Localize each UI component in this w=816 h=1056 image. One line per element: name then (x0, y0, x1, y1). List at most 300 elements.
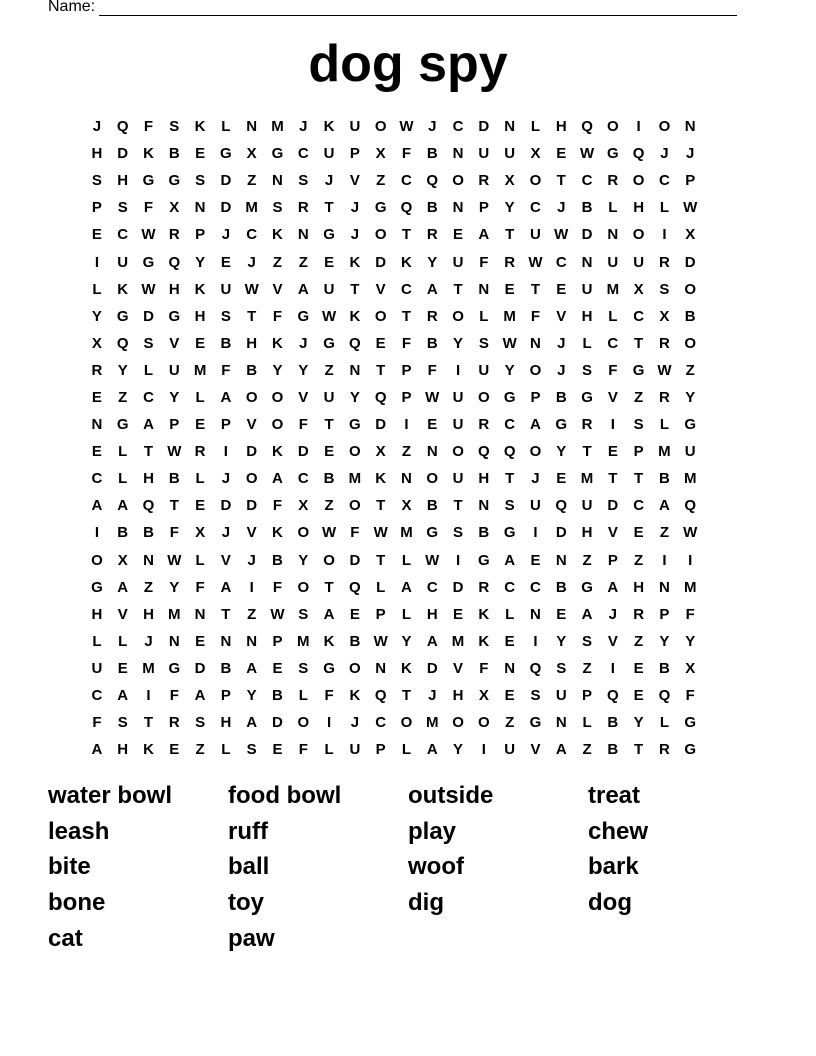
grid-letter[interactable]: B (143, 524, 154, 542)
grid-letter[interactable]: P (401, 361, 412, 379)
grid-letter[interactable]: C (530, 199, 541, 217)
grid-letter[interactable]: T (582, 443, 592, 461)
grid-letter[interactable]: A (220, 388, 232, 406)
grid-letter[interactable]: G (168, 172, 181, 190)
grid-letter[interactable]: C (607, 334, 619, 352)
grid-letter[interactable]: A (581, 605, 593, 623)
grid-letter[interactable]: K (143, 741, 154, 759)
grid-letter[interactable]: Q (374, 687, 387, 705)
grid-letter[interactable]: R (478, 172, 490, 190)
grid-letter[interactable]: N (555, 714, 567, 732)
grid-letter[interactable]: F (401, 145, 412, 163)
grid-letter[interactable]: Y (453, 741, 464, 759)
grid-letter[interactable]: P (582, 687, 593, 705)
grid-letter[interactable]: N (246, 118, 258, 136)
grid-letter[interactable]: B (607, 741, 619, 759)
grid-letter[interactable]: L (659, 199, 670, 217)
grid-letter[interactable]: Y (659, 632, 670, 650)
grid-letter[interactable]: B (659, 659, 670, 677)
grid-letter[interactable]: N (143, 551, 154, 569)
grid-letter[interactable]: J (686, 145, 695, 163)
grid-letter[interactable]: S (530, 687, 541, 705)
grid-letter[interactable]: G (323, 334, 335, 352)
grid-letter[interactable]: X (685, 659, 696, 677)
grid-letter[interactable]: I (94, 253, 99, 271)
grid-letter[interactable]: P (169, 416, 180, 434)
grid-letter[interactable]: G (684, 416, 697, 434)
grid-letter[interactable]: J (247, 253, 256, 271)
grid-letter[interactable]: F (143, 118, 154, 136)
grid-letter[interactable]: N (401, 470, 412, 488)
grid-letter[interactable]: U (117, 253, 129, 271)
grid-letter[interactable]: R (581, 416, 593, 434)
grid-letter[interactable]: Z (582, 551, 592, 569)
grid-letter[interactable]: E (633, 659, 644, 677)
grid-letter[interactable]: Y (453, 334, 464, 352)
grid-letter[interactable]: C (555, 253, 567, 271)
grid-letter[interactable]: I (404, 416, 409, 434)
grid-letter[interactable]: H (143, 605, 154, 623)
grid-letter[interactable]: C (91, 470, 103, 488)
grid-letter[interactable]: Z (659, 524, 670, 542)
grid-letter[interactable]: G (684, 741, 697, 759)
grid-letter[interactable]: D (684, 253, 696, 271)
grid-letter[interactable]: H (117, 172, 129, 190)
grid-letter[interactable]: M (297, 632, 310, 650)
grid-letter[interactable]: A (478, 226, 490, 244)
grid-letter[interactable]: L (118, 632, 128, 650)
grid-letter[interactable]: R (659, 334, 670, 352)
grid-letter[interactable]: B (555, 578, 567, 596)
grid-letter[interactable]: E (91, 443, 102, 461)
grid-letter[interactable]: R (659, 253, 670, 271)
grid-letter[interactable]: Q (632, 145, 645, 163)
grid-letter[interactable]: Z (247, 605, 257, 623)
grid-letter[interactable]: B (168, 470, 180, 488)
grid-letter[interactable]: S (195, 172, 206, 190)
grid-letter[interactable]: O (297, 714, 310, 732)
grid-letter[interactable]: D (143, 307, 154, 325)
grid-letter[interactable]: C (246, 226, 258, 244)
grid-letter[interactable]: O (374, 118, 387, 136)
grid-letter[interactable]: C (504, 416, 516, 434)
grid-letter[interactable]: F (272, 497, 283, 515)
grid-letter[interactable]: G (684, 714, 697, 732)
grid-letter[interactable]: P (659, 605, 670, 623)
grid-letter[interactable]: L (479, 307, 489, 325)
grid-letter[interactable]: O (245, 470, 258, 488)
grid-letter[interactable]: G (426, 524, 439, 542)
grid-letter[interactable]: J (557, 361, 566, 379)
grid-letter[interactable]: M (683, 470, 697, 488)
grid-letter[interactable]: E (504, 280, 515, 298)
grid-letter[interactable]: G (297, 307, 310, 325)
grid-letter[interactable]: F (530, 307, 541, 325)
grid-letter[interactable]: C (633, 497, 645, 515)
grid-letter[interactable]: R (478, 578, 490, 596)
grid-letter[interactable]: F (272, 307, 283, 325)
grid-letter[interactable]: C (143, 388, 154, 406)
grid-letter[interactable]: L (118, 470, 128, 488)
grid-letter[interactable]: N (452, 199, 464, 217)
grid-letter[interactable]: S (582, 361, 593, 379)
grid-letter[interactable]: X (246, 145, 257, 163)
grid-letter[interactable]: J (299, 334, 308, 352)
grid-letter[interactable]: K (272, 524, 283, 542)
grid-letter[interactable]: H (91, 145, 103, 163)
grid-letter[interactable]: X (169, 199, 180, 217)
grid-letter[interactable]: D (220, 199, 232, 217)
grid-letter[interactable]: G (555, 416, 568, 434)
grid-letter[interactable]: U (633, 253, 645, 271)
grid-letter[interactable]: S (220, 307, 231, 325)
grid-letter[interactable]: O (452, 443, 464, 461)
grid-letter[interactable]: H (246, 334, 258, 352)
grid-letter[interactable]: U (91, 659, 103, 677)
grid-letter[interactable]: S (504, 497, 515, 515)
grid-letter[interactable]: L (92, 280, 102, 298)
grid-letter[interactable]: I (610, 659, 615, 677)
grid-letter[interactable]: C (297, 145, 309, 163)
grid-letter[interactable]: E (633, 687, 644, 705)
grid-letter[interactable]: Z (582, 659, 592, 677)
grid-letter[interactable]: N (530, 605, 541, 623)
grid-letter[interactable]: X (659, 307, 670, 325)
grid-letter[interactable]: N (478, 280, 490, 298)
grid-letter[interactable]: K (401, 659, 412, 677)
grid-letter[interactable]: E (349, 605, 360, 623)
grid-letter[interactable]: Y (504, 361, 515, 379)
grid-letter[interactable]: V (607, 632, 618, 650)
grid-letter[interactable]: A (117, 687, 129, 705)
grid-letter[interactable]: X (298, 497, 309, 515)
grid-letter[interactable]: A (426, 280, 438, 298)
grid-letter[interactable]: Z (195, 741, 205, 759)
grid-letter[interactable]: U (349, 118, 361, 136)
grid-letter[interactable]: R (607, 172, 619, 190)
grid-letter[interactable]: B (426, 497, 438, 515)
grid-letter[interactable]: N (452, 145, 464, 163)
grid-letter[interactable]: Y (169, 388, 180, 406)
grid-letter[interactable]: N (168, 632, 180, 650)
grid-letter[interactable]: P (607, 551, 618, 569)
grid-letter[interactable]: R (659, 741, 670, 759)
grid-letter[interactable]: K (194, 118, 206, 136)
grid-letter[interactable]: G (503, 388, 516, 406)
grid-letter[interactable]: W (373, 524, 388, 542)
grid-letter[interactable]: O (349, 659, 361, 677)
grid-letter[interactable]: H (633, 199, 645, 217)
grid-letter[interactable]: P (220, 687, 231, 705)
grid-letter[interactable]: Z (298, 253, 308, 271)
grid-letter[interactable]: Z (634, 551, 644, 569)
grid-letter[interactable]: O (658, 118, 671, 136)
grid-letter[interactable]: Q (426, 172, 439, 190)
grid-letter[interactable]: R (426, 307, 438, 325)
grid-letter[interactable]: U (530, 226, 541, 244)
grid-letter[interactable]: N (297, 226, 309, 244)
grid-letter[interactable]: D (349, 551, 361, 569)
grid-letter[interactable]: F (169, 687, 179, 705)
grid-letter[interactable]: E (324, 253, 335, 271)
grid-letter[interactable]: P (91, 199, 102, 217)
grid-letter[interactable]: D (555, 524, 567, 542)
grid-letter[interactable]: V (556, 307, 567, 325)
grid-letter[interactable]: G (323, 226, 335, 244)
grid-letter[interactable]: T (608, 470, 618, 488)
grid-letter[interactable]: Z (376, 172, 386, 190)
grid-letter[interactable]: O (684, 280, 697, 298)
grid-letter[interactable]: V (349, 172, 360, 190)
grid-letter[interactable]: N (272, 172, 283, 190)
grid-letter[interactable]: W (425, 388, 440, 406)
grid-letter[interactable]: K (143, 145, 154, 163)
grid-letter[interactable]: T (401, 307, 412, 325)
grid-letter[interactable]: A (272, 470, 283, 488)
grid-letter[interactable]: Z (505, 714, 515, 732)
grid-letter[interactable]: Y (298, 551, 309, 569)
grid-letter[interactable]: H (117, 741, 129, 759)
grid-letter[interactable]: W (321, 307, 337, 325)
grid-letter[interactable]: Q (581, 118, 593, 136)
grid-letter[interactable]: M (503, 307, 516, 325)
grid-letter[interactable]: H (478, 470, 490, 488)
grid-letter[interactable]: T (634, 741, 644, 759)
grid-letter[interactable]: B (659, 470, 670, 488)
grid-letter[interactable]: M (426, 714, 439, 732)
grid-letter[interactable]: S (298, 172, 309, 190)
grid-letter[interactable]: J (350, 714, 360, 732)
grid-letter[interactable]: E (530, 551, 541, 569)
grid-letter[interactable]: D (452, 578, 464, 596)
grid-letter[interactable]: J (221, 226, 231, 244)
grid-letter[interactable]: S (633, 416, 644, 434)
grid-letter[interactable]: O (323, 551, 335, 569)
grid-letter[interactable]: X (91, 334, 102, 352)
grid-letter[interactable]: U (323, 145, 335, 163)
grid-letter[interactable]: O (91, 551, 103, 569)
name-blank-line[interactable] (99, 0, 737, 16)
grid-letter[interactable]: N (684, 118, 696, 136)
grid-letter[interactable]: G (91, 578, 103, 596)
grid-letter[interactable]: H (143, 470, 154, 488)
grid-letter[interactable]: S (195, 714, 206, 732)
grid-letter[interactable]: W (657, 361, 672, 379)
grid-letter[interactable]: D (375, 416, 387, 434)
grid-letter[interactable]: Y (556, 632, 567, 650)
grid-letter[interactable]: H (581, 307, 593, 325)
grid-letter[interactable]: X (401, 497, 412, 515)
grid-letter[interactable]: I (636, 118, 641, 136)
grid-letter[interactable]: L (221, 118, 231, 136)
grid-letter[interactable]: J (531, 470, 540, 488)
grid-letter[interactable]: E (556, 470, 567, 488)
grid-letter[interactable]: D (375, 253, 387, 271)
grid-letter[interactable]: G (323, 659, 335, 677)
grid-letter[interactable]: U (555, 687, 567, 705)
grid-letter[interactable]: Q (607, 687, 619, 705)
grid-letter[interactable]: O (297, 578, 310, 596)
grid-letter[interactable]: M (451, 632, 465, 650)
grid-letter[interactable]: U (581, 497, 593, 515)
grid-letter[interactable]: Q (503, 443, 516, 461)
grid-letter[interactable]: N (91, 416, 103, 434)
grid-letter[interactable]: N (504, 659, 516, 677)
grid-letter[interactable]: Q (116, 118, 129, 136)
grid-letter[interactable]: J (299, 118, 308, 136)
grid-letter[interactable]: O (632, 172, 645, 190)
grid-letter[interactable]: E (427, 416, 438, 434)
grid-letter[interactable]: Z (272, 253, 283, 271)
grid-letter[interactable]: K (323, 632, 335, 650)
grid-letter[interactable]: W (373, 632, 388, 650)
grid-letter[interactable]: W (141, 226, 156, 244)
grid-letter[interactable]: V (169, 334, 180, 352)
grid-letter[interactable]: X (478, 687, 489, 705)
grid-letter[interactable]: I (249, 578, 254, 596)
grid-letter[interactable]: G (168, 307, 181, 325)
grid-letter[interactable]: Y (195, 253, 206, 271)
grid-letter[interactable]: S (582, 632, 593, 650)
grid-letter[interactable]: U (478, 145, 490, 163)
grid-letter[interactable]: F (401, 334, 412, 352)
grid-letter[interactable]: N (659, 578, 670, 596)
grid-letter[interactable]: U (504, 145, 516, 163)
grid-letter[interactable]: F (92, 714, 102, 732)
grid-letter[interactable]: D (220, 172, 232, 190)
grid-letter[interactable]: Z (634, 632, 644, 650)
grid-letter[interactable]: U (220, 280, 232, 298)
grid-letter[interactable]: W (321, 524, 337, 542)
grid-letter[interactable]: E (91, 226, 102, 244)
grid-letter[interactable]: V (298, 388, 309, 406)
grid-letter[interactable]: F (221, 361, 231, 379)
grid-letter[interactable]: L (298, 687, 308, 705)
grid-letter[interactable]: G (142, 172, 155, 190)
grid-letter[interactable]: K (401, 253, 412, 271)
grid-letter[interactable]: I (662, 226, 667, 244)
grid-letter[interactable]: L (608, 199, 618, 217)
grid-letter[interactable]: G (529, 714, 542, 732)
grid-letter[interactable]: M (606, 280, 620, 298)
grid-letter[interactable]: P (375, 605, 386, 623)
grid-letter[interactable]: T (401, 687, 412, 705)
grid-letter[interactable]: E (504, 632, 515, 650)
grid-letter[interactable]: G (220, 145, 232, 163)
grid-letter[interactable]: W (554, 226, 569, 244)
grid-letter[interactable]: K (478, 605, 490, 623)
grid-letter[interactable]: T (324, 199, 334, 217)
grid-letter[interactable]: P (633, 443, 644, 461)
grid-letter[interactable]: G (503, 524, 516, 542)
grid-letter[interactable]: L (582, 334, 592, 352)
grid-letter[interactable]: E (607, 443, 618, 461)
grid-letter[interactable]: O (271, 388, 284, 406)
grid-letter[interactable]: B (246, 361, 258, 379)
grid-letter[interactable]: P (195, 226, 206, 244)
grid-letter[interactable]: X (195, 524, 206, 542)
grid-letter[interactable]: H (633, 578, 645, 596)
grid-letter[interactable]: V (607, 524, 618, 542)
grid-letter[interactable]: J (247, 551, 256, 569)
grid-letter[interactable]: P (685, 172, 696, 190)
grid-letter[interactable]: O (374, 226, 387, 244)
grid-letter[interactable]: A (555, 741, 567, 759)
grid-letter[interactable]: W (167, 443, 182, 461)
grid-letter[interactable]: E (504, 687, 515, 705)
grid-letter[interactable]: B (426, 145, 438, 163)
grid-letter[interactable]: J (221, 524, 231, 542)
grid-letter[interactable]: K (349, 253, 361, 271)
grid-letter[interactable]: W (528, 253, 543, 271)
grid-letter[interactable]: V (375, 280, 386, 298)
grid-letter[interactable]: B (684, 307, 696, 325)
grid-letter[interactable]: W (244, 280, 259, 298)
grid-letter[interactable]: E (453, 605, 464, 623)
grid-letter[interactable]: Q (400, 199, 413, 217)
grid-letter[interactable]: O (478, 388, 490, 406)
grid-letter[interactable]: L (401, 551, 412, 569)
grid-letter[interactable]: A (91, 497, 103, 515)
grid-letter[interactable]: Z (401, 443, 412, 461)
grid-letter[interactable]: A (607, 578, 619, 596)
grid-letter[interactable]: X (530, 145, 541, 163)
grid-letter[interactable]: O (349, 443, 361, 461)
grid-letter[interactable]: M (168, 605, 181, 623)
grid-letter[interactable]: L (582, 714, 592, 732)
grid-letter[interactable]: J (324, 172, 334, 190)
grid-letter[interactable]: F (272, 578, 283, 596)
grid-letter[interactable]: K (272, 443, 283, 461)
grid-letter[interactable]: N (220, 632, 232, 650)
grid-letter[interactable]: N (555, 551, 567, 569)
grid-letter[interactable]: G (142, 253, 155, 271)
grid-letter[interactable]: K (272, 334, 283, 352)
grid-letter[interactable]: O (452, 714, 464, 732)
grid-letter[interactable]: C (504, 578, 516, 596)
grid-letter[interactable]: Y (272, 361, 283, 379)
grid-letter[interactable]: G (581, 578, 593, 596)
grid-letter[interactable]: E (324, 443, 335, 461)
grid-letter[interactable]: L (195, 551, 205, 569)
grid-letter[interactable]: D (426, 659, 438, 677)
grid-letter[interactable]: S (453, 524, 464, 542)
grid-letter[interactable]: I (455, 361, 461, 379)
grid-letter[interactable]: Y (91, 307, 102, 325)
grid-letter[interactable]: R (633, 605, 645, 623)
grid-letter[interactable]: V (607, 388, 618, 406)
grid-letter[interactable]: F (608, 361, 618, 379)
grid-letter[interactable]: J (428, 687, 437, 705)
grid-letter[interactable]: Q (684, 497, 697, 515)
grid-letter[interactable]: U (452, 253, 464, 271)
grid-letter[interactable]: P (530, 388, 541, 406)
grid-letter[interactable]: R (168, 226, 180, 244)
grid-letter[interactable]: C (297, 470, 309, 488)
grid-letter[interactable]: L (92, 632, 102, 650)
grid-letter[interactable]: I (146, 687, 151, 705)
grid-letter[interactable]: C (375, 714, 387, 732)
grid-letter[interactable]: Y (117, 361, 128, 379)
grid-letter[interactable]: P (220, 416, 231, 434)
grid-letter[interactable]: N (426, 443, 438, 461)
grid-letter[interactable]: L (143, 361, 154, 379)
grid-letter[interactable]: E (195, 497, 206, 515)
grid-letter[interactable]: F (427, 361, 437, 379)
grid-letter[interactable]: B (349, 632, 361, 650)
grid-letter[interactable]: M (193, 361, 207, 379)
grid-letter[interactable]: T (453, 497, 463, 515)
